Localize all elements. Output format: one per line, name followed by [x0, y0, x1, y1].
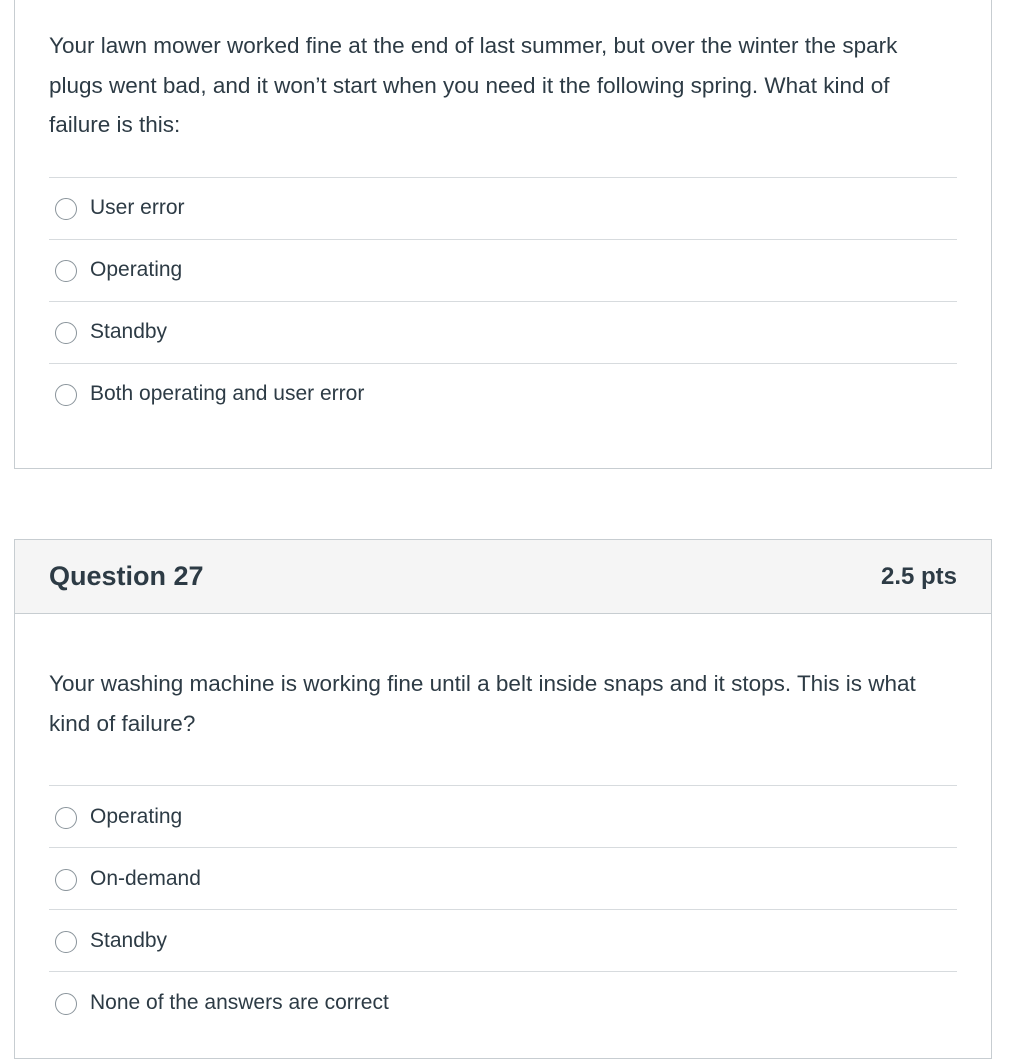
answer-option[interactable]	[49, 177, 957, 239]
answer-option[interactable]	[49, 239, 957, 301]
radio-button[interactable]	[55, 807, 77, 829]
question-header	[15, 540, 991, 614]
answer-option[interactable]	[49, 909, 957, 971]
answer-label: None of the answers are correct	[90, 990, 389, 1014]
answer-label: Operating	[90, 804, 183, 828]
question-26-card	[14, 0, 992, 469]
answer-option[interactable]	[49, 301, 957, 363]
question-26-text: Your lawn mower worked fine at the end of last summer, but over the winter the spark plugs went bad, and it won’t start when you need it the following spring. What kind of failure is this:	[49, 33, 898, 137]
answer-label: Operating	[90, 258, 183, 281]
answer-label: On-demand	[90, 866, 201, 890]
question-27-text: Your washing machine is working fine until a belt inside snaps and it stops. This is what kind of failure?	[49, 671, 916, 736]
answer-label: Standby	[90, 928, 168, 952]
question-points: 2.5 pts	[880, 562, 957, 590]
answer-label: Standby	[90, 320, 168, 343]
radio-button[interactable]	[55, 993, 77, 1015]
answer-label: Both operating and user error	[90, 382, 365, 405]
answer-label: User error	[90, 196, 185, 219]
radio-button[interactable]	[55, 384, 77, 406]
question-27-card	[14, 539, 992, 1059]
radio-button[interactable]	[55, 322, 77, 344]
radio-button[interactable]	[55, 260, 77, 282]
question-title: Question 27	[49, 561, 204, 591]
radio-button[interactable]	[55, 869, 77, 891]
answer-option[interactable]	[49, 363, 957, 425]
question-26-answers	[49, 177, 957, 425]
radio-button[interactable]	[55, 931, 77, 953]
answer-option[interactable]	[49, 785, 957, 847]
radio-button[interactable]	[55, 198, 77, 220]
question-27-answers	[49, 785, 957, 1033]
answer-option[interactable]	[49, 847, 957, 909]
